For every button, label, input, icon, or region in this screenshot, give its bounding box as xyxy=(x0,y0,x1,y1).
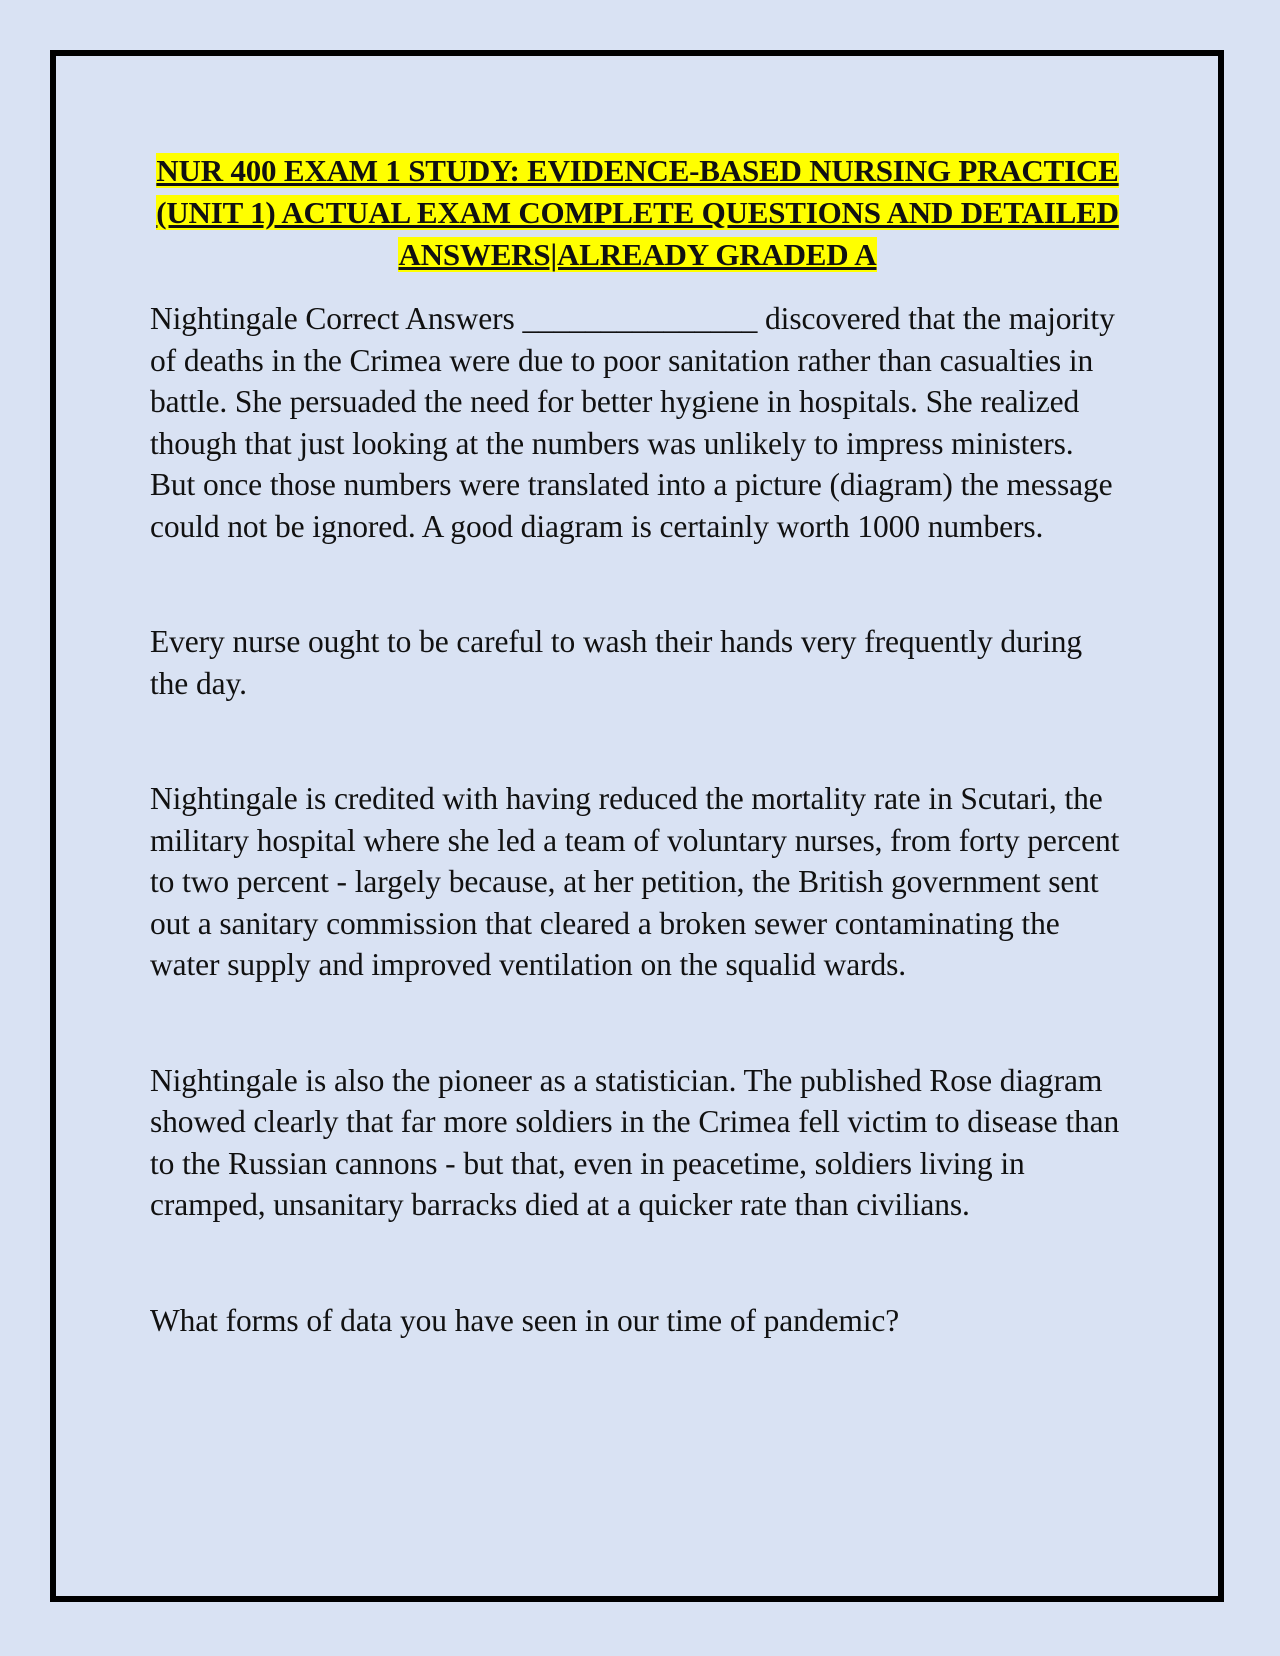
paragraph-nightingale-sanitation: Nightingale Correct Answers _______________ discovered that the majority of deaths in the Crimea were due to poor sanitation rather than casualties in battle. She persuaded the need for better hygiene in hospitals. She realized though that just looking at the numbers was unlikely to impress ministers. But once those numbers were translated into a picture (diagram) the message could not be ignored. A good diagram is certainly worth 1000 numbers. xyxy=(150,301,1115,544)
paragraph-spacer xyxy=(150,1226,1125,1300)
paragraph-spacer xyxy=(150,704,1125,778)
document-body xyxy=(150,150,1125,1341)
paragraph-hand-washing: Every nurse ought to be careful to wash their hands very frequently during the day. xyxy=(150,624,1083,701)
document-title-block xyxy=(150,150,1125,276)
paragraph-pandemic-question: What forms of data you have seen in our time of pandemic? xyxy=(150,1302,900,1338)
paragraph-scutari-mortality: Nightingale is credited with having reduced the mortality rate in Scutari, the military hospital where she led a team of voluntary nurses, from forty percent to two percent - largely because, at her petition, the British government sent out a sanitary commission that cleared a broken sewer contaminating the water supply and improved ventilation on the squalid wards. xyxy=(150,781,1120,982)
paragraph-spacer xyxy=(150,547,1125,621)
document-title: NUR 400 EXAM 1 STUDY: EVIDENCE-BASED NURSING PRACTICE (UNIT 1) ACTUAL EXAM COMPLETE QUESTIONS AND DETAILED ANSWERS|ALREADY GRADED A xyxy=(156,153,1119,272)
paragraph-rose-diagram: Nightingale is also the pioneer as a statistician. The published Rose diagram showed clearly that far more soldiers in the Crimea fell victim to disease than to the Russian cannons - but that, even in peacetime, soldiers living in cramped, unsanitary barracks died at a quicker rate than civilians. xyxy=(150,1062,1120,1222)
paragraph-spacer xyxy=(150,986,1125,1060)
